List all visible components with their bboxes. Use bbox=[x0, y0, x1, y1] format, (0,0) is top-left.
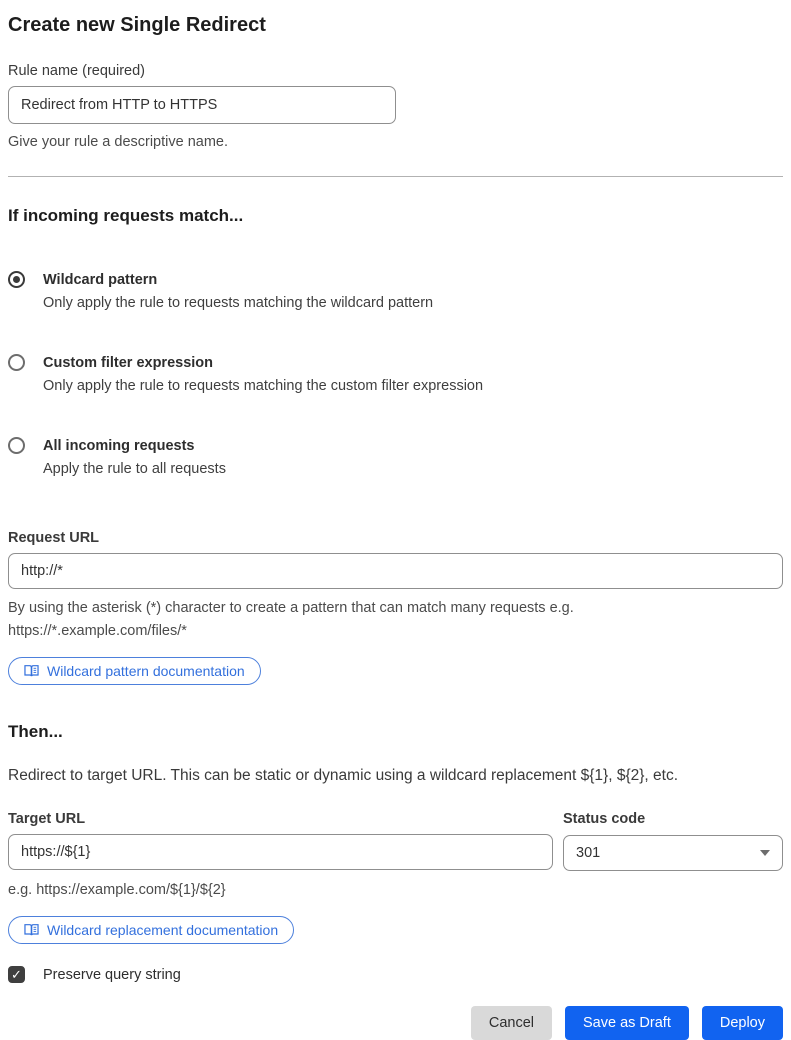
radio-description: Apply the rule to all requests bbox=[43, 461, 226, 477]
cancel-button[interactable]: Cancel bbox=[471, 1006, 552, 1040]
preserve-query-row[interactable] bbox=[8, 966, 783, 983]
radio-option-0[interactable] bbox=[8, 269, 783, 315]
page-title: Create new Single Redirect bbox=[8, 14, 266, 36]
open-book-icon bbox=[24, 664, 39, 678]
footer-actions bbox=[8, 1006, 783, 1040]
status-code-value: 301 bbox=[576, 845, 601, 861]
radio-button-wildcard-pattern[interactable] bbox=[8, 271, 25, 288]
radio-button-all-requests[interactable] bbox=[8, 437, 25, 454]
radio-description: Only apply the rule to requests matching the wildcard pattern bbox=[43, 295, 434, 311]
target-status-row bbox=[8, 809, 783, 871]
request-url-input[interactable] bbox=[8, 553, 783, 589]
rule-name-label: Rule name (required) bbox=[8, 63, 146, 79]
target-url-label: Target URL bbox=[8, 811, 86, 827]
status-code-select[interactable] bbox=[563, 835, 783, 871]
radio-button-custom-filter[interactable] bbox=[8, 354, 25, 371]
rule-name-help: Give your rule a descriptive name. bbox=[8, 134, 229, 150]
radio-description: Only apply the rule to requests matching the custom filter expression bbox=[43, 378, 484, 394]
request-url-label: Request URL bbox=[8, 530, 100, 546]
then-description: Redirect to target URL. This can be static or dynamic using a wildcard replacement ${1}, ${2}, etc. bbox=[8, 767, 679, 784]
match-section-heading: If incoming requests match... bbox=[8, 206, 244, 225]
status-code-label: Status code bbox=[563, 811, 646, 827]
wildcard-pattern-doc-button[interactable] bbox=[8, 657, 261, 685]
then-section-heading: Then... bbox=[8, 722, 63, 741]
radio-label: Wildcard pattern bbox=[43, 272, 158, 288]
radio-label: Custom filter expression bbox=[43, 355, 214, 371]
chevron-down-icon bbox=[760, 850, 770, 856]
radio-option-2[interactable] bbox=[8, 435, 783, 481]
preserve-query-checkbox[interactable]: ✓ bbox=[8, 966, 25, 983]
target-url-input[interactable] bbox=[8, 834, 553, 870]
doc-button-label: Wildcard pattern documentation bbox=[47, 663, 245, 679]
request-url-block bbox=[8, 528, 783, 685]
deploy-button[interactable]: Deploy bbox=[702, 1006, 783, 1040]
open-book-icon bbox=[24, 923, 39, 937]
rule-name-input[interactable] bbox=[8, 86, 396, 124]
radio-label: All incoming requests bbox=[43, 438, 195, 454]
doc-button-label: Wildcard replacement documentation bbox=[47, 922, 279, 938]
radio-option-1[interactable] bbox=[8, 352, 783, 398]
save-as-draft-button[interactable]: Save as Draft bbox=[565, 1006, 689, 1040]
preserve-query-label: Preserve query string bbox=[43, 966, 181, 983]
request-url-help: By using the asterisk (*) character to create a pattern that can match many requests e.g. https://*.example.com/files/* bbox=[8, 600, 574, 639]
target-url-help: e.g. https://example.com/${1}/${2} bbox=[8, 882, 226, 898]
match-type-radio-group bbox=[8, 269, 783, 481]
section-divider bbox=[8, 176, 783, 177]
wildcard-replacement-doc-button[interactable] bbox=[8, 916, 294, 944]
